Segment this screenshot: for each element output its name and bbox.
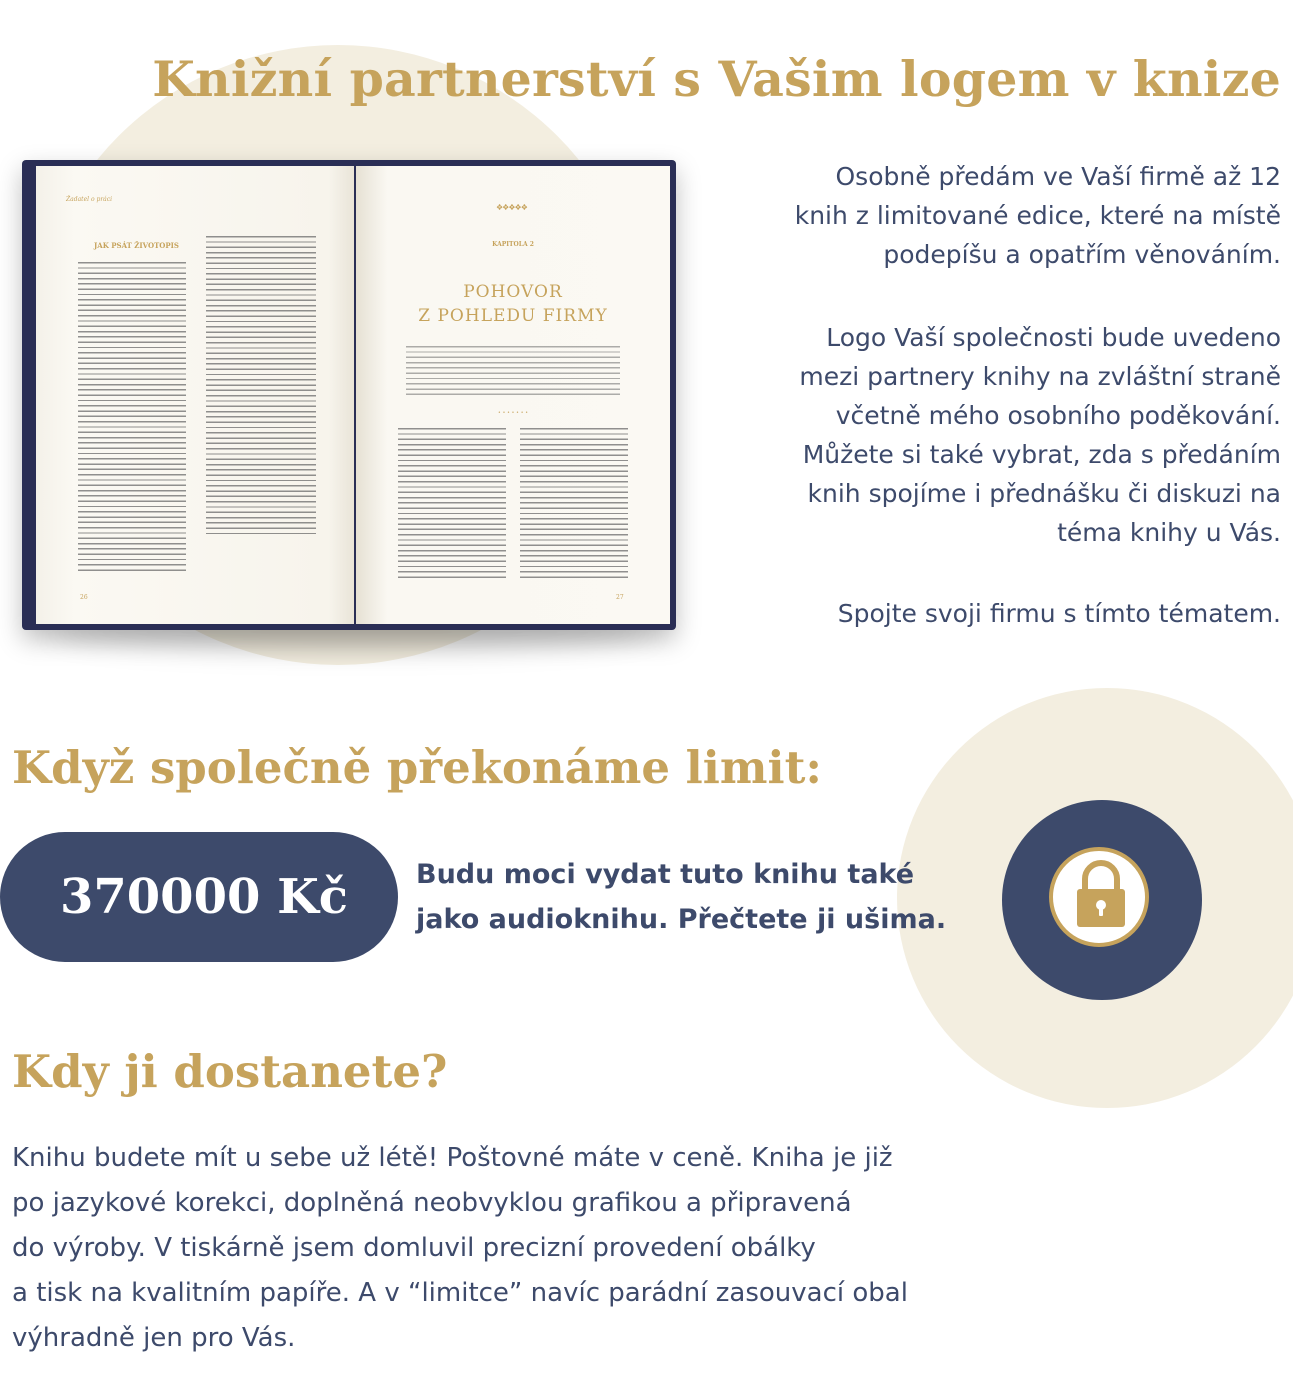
- text-line: podepíšu a opatřím věnováním.: [883, 240, 1281, 269]
- text-column: [78, 262, 186, 572]
- text-line: do výroby. V tiskárně jsem domluvil precizní provedení obálky: [12, 1233, 816, 1263]
- text-column: [398, 428, 506, 580]
- book-image: [22, 160, 676, 634]
- text-line: knih spojíme i přednášku či diskuzi na: [807, 479, 1281, 508]
- text-line: a tisk na kvalitním papíře. A v “limitce” navíc parádní zasouvací obal: [12, 1278, 908, 1308]
- limit-heading: Když společně překonáme limit:: [12, 741, 822, 794]
- cta-paragraph: Spojte svoji firmu s tímto tématem.: [837, 599, 1281, 628]
- ornament-icon: ❖❖❖❖❖: [496, 203, 527, 212]
- intro-quote: [406, 346, 620, 396]
- book-page-right: [356, 166, 670, 624]
- padlock-icon: [1069, 857, 1133, 931]
- chapter-title-line-2: Z POHLEDU FIRMY: [418, 306, 608, 326]
- page-title: Knižní partnerství s Vašim logem v knize: [152, 50, 1281, 108]
- price-value: 370000 Kč: [59, 869, 349, 925]
- text-line: Logo Vaší společnosti bude uvedeno: [826, 323, 1281, 352]
- text-line: téma knihy u Vás.: [1057, 518, 1281, 547]
- unlock-description: [416, 852, 1016, 942]
- text-line: knih z limitované edice, které na místě: [794, 201, 1281, 230]
- page-section-heading: JAK PSÁT ŽIVOTOPIS: [94, 241, 179, 250]
- delivery-heading: Kdy ji dostanete?: [12, 1045, 448, 1098]
- page-number: 27: [616, 594, 624, 601]
- text-line: včetně mého osobního poděkování.: [835, 401, 1281, 430]
- text-line: Budu moci vydat tuto knihu také: [416, 859, 915, 890]
- book-page-left: [36, 166, 354, 624]
- delivery-paragraph: [12, 1136, 1272, 1361]
- text-line: po jazykové korekci, doplněná neobvyklou grafikou a připravená: [12, 1188, 852, 1218]
- text-line: Knihu budete mít u sebe už létě! Poštovné máte v ceně. Kniha je již: [12, 1143, 893, 1173]
- text-line: Můžete si také vybrat, zda s předáním: [802, 440, 1281, 469]
- chapter-title-line-1: POHOVOR: [463, 282, 563, 302]
- text-line: výhradně jen pro Vás.: [12, 1323, 296, 1353]
- page-running-header: Žadatel o práci: [66, 196, 113, 203]
- logo-paragraph: [681, 318, 1281, 552]
- divider: • • • • • • •: [497, 410, 529, 416]
- text-column: [520, 428, 628, 580]
- price-badge: [0, 832, 398, 962]
- text-line: jako audioknihu. Přečtete ji ušima.: [416, 904, 947, 935]
- text-column: [206, 236, 316, 538]
- text-line: mezi partnery knihy na zvláštní straně: [799, 362, 1281, 391]
- text-line: Osobně předám ve Vaší firmě až 12: [835, 162, 1281, 191]
- offer-paragraph: [681, 157, 1281, 274]
- chapter-label: KAPITOLA 2: [492, 241, 534, 248]
- book-cover: [22, 160, 676, 630]
- page-number: 26: [80, 594, 88, 601]
